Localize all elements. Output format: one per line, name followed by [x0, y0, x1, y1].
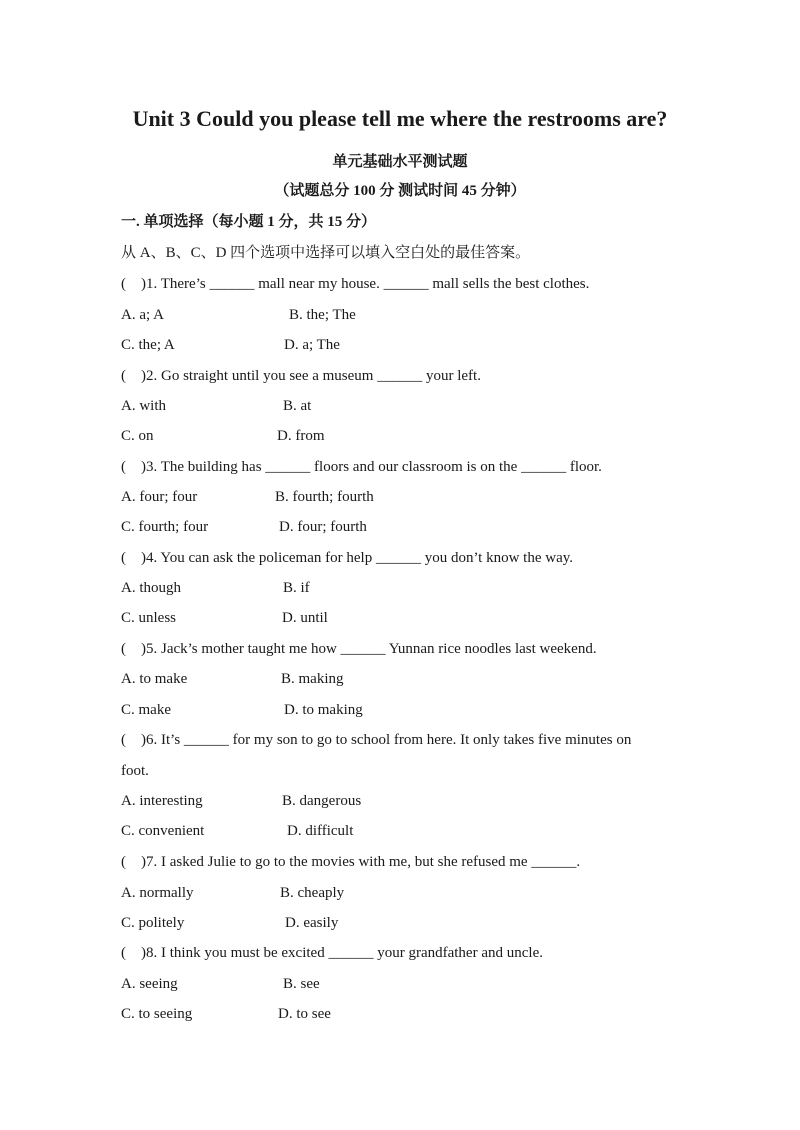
- option-a: A. four; four: [121, 489, 198, 505]
- option-c: C. fourth; four: [121, 519, 209, 535]
- option-c: C. on: [121, 428, 154, 444]
- option-d: D. from: [277, 428, 325, 444]
- option-b: B. the; The: [289, 307, 356, 323]
- option-b: B. see: [283, 976, 320, 992]
- question-stem: ( )3. The building has ______ floors and our classroom is on the ______ floor.: [121, 459, 602, 475]
- option-a: A. to make: [121, 671, 188, 687]
- question-stem: ( )2. Go straight until you see a museum ______ your left.: [121, 368, 481, 384]
- option-a: A. with: [121, 398, 166, 414]
- option-b: B. making: [281, 671, 344, 687]
- option-a: A. interesting: [121, 793, 203, 809]
- option-d: D. to see: [278, 1006, 331, 1022]
- option-c: C. unless: [121, 610, 177, 626]
- option-c: C. convenient: [121, 823, 205, 839]
- option-d: D. four; fourth: [279, 519, 367, 535]
- option-a: A. a; A: [121, 307, 164, 323]
- option-d: D. to making: [284, 702, 363, 718]
- question-stem: ( )5. Jack’s mother taught me how ______ Yunnan rice noodles last weekend.: [121, 641, 597, 657]
- option-a: A. though: [121, 580, 181, 596]
- option-d: D. difficult: [287, 823, 354, 839]
- instruction: 从 A、B、C、D 四个选项中选择可以填入空白处的最佳答案。: [121, 245, 531, 261]
- option-b: B. at: [283, 398, 312, 414]
- test-info: （试题总分 100 分 测试时间 45 分钟）: [274, 183, 526, 199]
- option-c: C. to seeing: [121, 1006, 193, 1022]
- option-b: B. fourth; fourth: [275, 489, 374, 505]
- question-stem: ( )1. There’s ______ mall near my house. ______ mall sells the best clothes.: [121, 276, 590, 292]
- option-c: C. politely: [121, 915, 185, 931]
- option-c: C. make: [121, 702, 171, 718]
- page-title: Unit 3 Could you please tell me where the restrooms are?: [132, 106, 668, 131]
- option-d: D. a; The: [284, 337, 340, 353]
- question-stem: ( )4. You can ask the policeman for help ______ you don’t know the way.: [121, 550, 574, 566]
- option-b: B. cheaply: [280, 885, 345, 901]
- option-b: B. dangerous: [282, 793, 362, 809]
- option-c: C. the; A: [121, 337, 175, 353]
- option-d: D. until: [282, 610, 328, 626]
- section-heading: 一. 单项选择（每小题 1 分，共 15 分）: [121, 214, 377, 230]
- question-stem: ( )8. I think you must be excited ______ your grandfather and uncle.: [121, 945, 543, 961]
- option-b: B. if: [283, 580, 310, 596]
- option-a: A. normally: [121, 885, 194, 901]
- subtitle: 单元基础水平测试题: [332, 154, 468, 170]
- question-stem: ( )7. I asked Julie to go to the movies with me, but she refused me ______.: [121, 854, 581, 870]
- question-stem-continuation: foot.: [121, 763, 149, 779]
- option-d: D. easily: [285, 915, 339, 931]
- option-a: A. seeing: [121, 976, 178, 992]
- question-stem: ( )6. It’s ______ for my son to go to school from here. It only takes five minutes on: [121, 732, 632, 748]
